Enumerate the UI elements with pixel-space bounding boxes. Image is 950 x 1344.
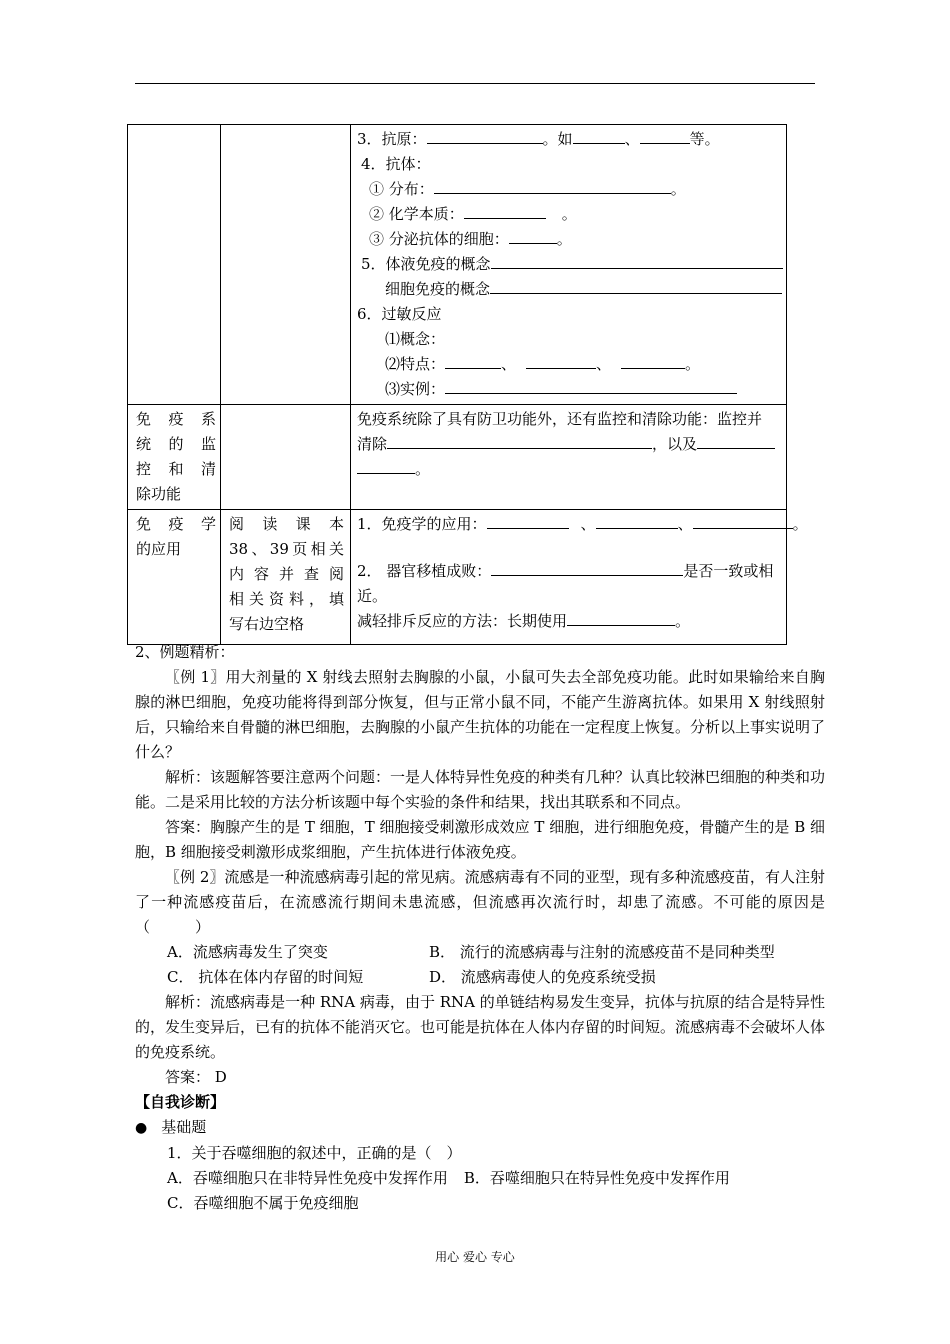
- blank[interactable]: [697, 432, 775, 449]
- blank[interactable]: [445, 377, 737, 394]
- basic-heading: [135, 1115, 825, 1141]
- header-rule: [135, 83, 815, 84]
- features-sep: 、: [501, 355, 517, 373]
- table-cell: [128, 125, 221, 405]
- option-row: [135, 940, 825, 965]
- distribution-line: [357, 177, 780, 202]
- antigen-label: 3．抗原：: [357, 130, 427, 148]
- table-cell: [221, 125, 351, 405]
- chemical-line: [357, 202, 780, 227]
- bullet-icon: ●: [135, 1120, 148, 1136]
- section-heading: 2、例题精析：: [135, 643, 235, 661]
- q1-option-c: C．吞噬细胞不属于免疫细胞: [167, 1194, 359, 1212]
- example1-question: 〖例 1〗用大剂量的 X 射线去照射去胸腺的小鼠，小鼠可失去全部免疫功能。此时如果输给来自胸腺的淋巴细胞，免疫功能将得到部分恢复，但与正常小鼠不同，不能产生游离抗体。如果用 X 射线照射后，只输给来自骨髓的淋巴细胞，去胸腺的小鼠产生抗体的功能在一定程度上恢复。分析以上事实说明了什么？: [135, 668, 826, 761]
- distribution-end: 。: [670, 180, 686, 198]
- question1-stem: 1．关于吞噬细胞的叙述中，正确的是（ ）: [167, 1144, 462, 1162]
- monitor-line-3: [357, 457, 780, 482]
- humoral-label: 5．体液免疫的概念: [361, 255, 491, 273]
- blank[interactable]: [487, 512, 569, 529]
- guide-text: 相关资料，填: [229, 590, 344, 608]
- examples-line: [357, 377, 780, 402]
- table-cell: [221, 510, 351, 645]
- blank[interactable]: [693, 512, 793, 529]
- example1-analysis: 解析：该题解答要注意两个问题：一是人体特异性免疫的种类有几种？认真比较淋巴细胞的种类和功能。二是采用比较的方法分析该题中每个实验的条件和结果，找出其联系和不同点。: [135, 768, 826, 811]
- row-title: 控和清: [136, 460, 216, 478]
- organ-line: [357, 559, 780, 584]
- blank[interactable]: [573, 127, 625, 144]
- secreting-line: [357, 227, 780, 252]
- row-title: 免疫学: [136, 515, 216, 533]
- reduce-line: [357, 609, 780, 634]
- antigen-end: 等。: [689, 130, 720, 148]
- organ-label: 2． 器官移植成败：: [357, 562, 492, 580]
- blank[interactable]: [509, 227, 557, 244]
- guide-text: 阅读课本: [229, 515, 344, 533]
- monitor-label: 清除: [357, 435, 388, 453]
- blank[interactable]: [434, 177, 671, 194]
- organ-end: 是否一致或相: [683, 562, 774, 580]
- option-a: A．流感病毒发生了突变: [167, 943, 328, 961]
- option-d: D． 流感病毒使人的免疫系统受损: [429, 968, 656, 986]
- cellular-line: [357, 277, 780, 302]
- basic-label: 基础题: [161, 1118, 207, 1136]
- app-sep: 、: [580, 515, 596, 533]
- table-row: [128, 405, 787, 510]
- blank[interactable]: [357, 457, 415, 474]
- option-c: C． 抗体在体内存留的时间短: [167, 968, 364, 986]
- table-cell: [351, 125, 787, 405]
- table-cell: [351, 510, 808, 645]
- antigen-mid: 。如: [542, 130, 573, 148]
- blank[interactable]: [640, 127, 690, 144]
- distribution-label: ① 分布：: [369, 180, 434, 198]
- row-title: 免疫系: [136, 410, 216, 428]
- features-line: [357, 352, 780, 377]
- row-title: 统的监: [136, 435, 216, 453]
- concept-label: ⑴概念：: [385, 330, 446, 348]
- guide-text: 38、39页相关: [229, 540, 344, 558]
- blank[interactable]: [567, 609, 675, 626]
- antibody-title: 4．抗体：: [361, 155, 431, 173]
- q1-option-a: A．吞噬细胞只在非特异性免疫中发挥作用: [167, 1169, 448, 1187]
- features-sep: 、: [596, 355, 612, 373]
- monitor-text: 免疫系统除了具有防卫功能外，还有监控和清除功能：监控并: [357, 410, 763, 428]
- antigen-sep: 、: [624, 130, 640, 148]
- blank[interactable]: [621, 352, 685, 369]
- table-cell: [221, 405, 351, 510]
- app-line: [357, 512, 808, 537]
- examples-label: ⑶实例：: [385, 380, 446, 398]
- blank[interactable]: [387, 432, 652, 449]
- example2-question: 〖例 2〗流感是一种流感病毒引起的常见病。流感病毒有不同的亚型，现有多种流感疫苗，有人注射了一种流感疫苗后，在流感流行期间未患流感，但流感再次流行时，却患了流感。不可能的原因是（ ）: [135, 868, 825, 936]
- table-row: [128, 510, 787, 645]
- examples-section: [135, 640, 825, 1216]
- row-title: 除功能: [136, 485, 182, 503]
- blank[interactable]: [490, 277, 782, 294]
- secreting-label: ③ 分泌抗体的细胞：: [369, 230, 509, 248]
- blank[interactable]: [596, 512, 678, 529]
- chemical-label: ② 化学本质：: [369, 205, 464, 223]
- humoral-line: [357, 252, 780, 277]
- features-label: ⑵特点：: [385, 355, 446, 373]
- table-cell: [351, 405, 787, 510]
- chemical-end: 。: [561, 205, 577, 223]
- row-title: 的应用: [136, 540, 182, 558]
- organ-cont: 近。: [357, 587, 388, 605]
- page-footer: 用心 爱心 专心: [435, 1250, 515, 1264]
- example2-answer: 答案： D: [165, 1068, 227, 1086]
- guide-text: 写右边空格: [229, 615, 305, 633]
- blank[interactable]: [526, 352, 596, 369]
- option-row: [135, 965, 825, 990]
- table-cell: [128, 510, 221, 645]
- app-end: 。: [792, 515, 808, 533]
- blank[interactable]: [427, 127, 543, 144]
- secreting-end: 。: [556, 230, 572, 248]
- monitor-end: 。: [415, 460, 431, 478]
- table-cell: [128, 405, 221, 510]
- app-sep: 、: [677, 515, 693, 533]
- blank[interactable]: [491, 252, 783, 269]
- reduce-end: 。: [675, 612, 691, 630]
- blank[interactable]: [464, 202, 546, 219]
- monitor-mid: ，以及: [652, 435, 698, 453]
- example1-answer: 答案：胸腺产生的是 T 细胞，T 细胞接受刺激形成效应 T 细胞，进行细胞免疫，骨髓产生的是 B 细胞，B 细胞接受刺激形成浆细胞，产生抗体进行体液免疫。: [135, 818, 825, 861]
- example2-analysis: 解析：流感病毒是一种 RNA 病毒，由于 RNA 的单链结构易发生变异，抗体与抗原的结合是特异性的，发生变异后，已有的抗体不能消灭它。也可能是抗体在人体内存留的时间短。流感病毒不会破坏人体的免疫系统。: [135, 993, 826, 1061]
- features-end: 。: [685, 355, 701, 373]
- blank[interactable]: [491, 559, 683, 576]
- question1-options-ab: [135, 1166, 825, 1191]
- antigen-line: [357, 127, 780, 152]
- q1-option-b: B．吞噬细胞只在特异性免疫中发挥作用: [463, 1169, 730, 1187]
- reduce-label: 减轻排斥反应的方法：长期使用: [357, 612, 568, 630]
- monitor-line: [357, 432, 780, 457]
- cellular-label: 细胞免疫的概念: [385, 280, 491, 298]
- option-b: B． 流行的流感病毒与注射的流感疫苗不是同种类型: [429, 943, 775, 961]
- blank[interactable]: [445, 352, 501, 369]
- knowledge-table: [127, 124, 808, 645]
- app-label: 1．免疫学的应用：: [357, 515, 487, 533]
- self-diagnosis-heading: 【自我诊断】: [135, 1093, 226, 1111]
- table-row: [128, 125, 787, 405]
- allergy-title: 6．过敏反应: [357, 305, 442, 323]
- guide-text: 内容并查阅: [229, 565, 344, 583]
